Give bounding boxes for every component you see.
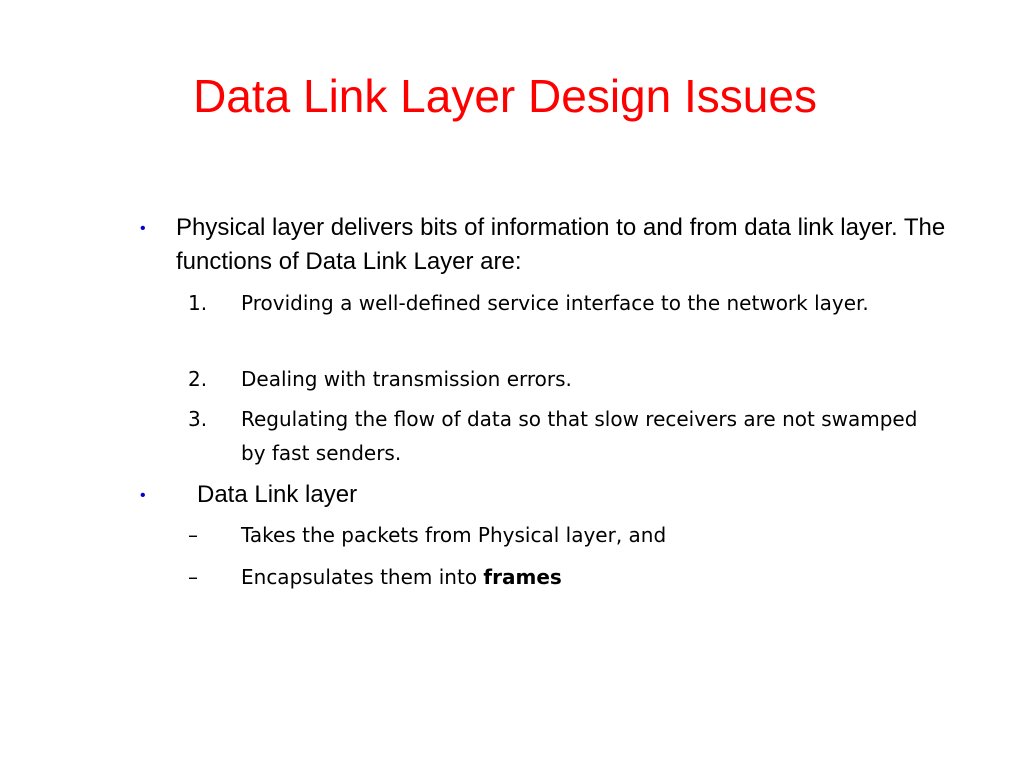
list-item-number: 3. xyxy=(188,407,208,431)
frames-keyword: frames xyxy=(483,565,562,589)
list-item-text: Regulating the flow of data so that slow receivers are not swamped by fast senders. xyxy=(241,407,918,465)
bullet-2-text: Data Link layer xyxy=(197,481,358,508)
list-item-text-plain: Encapsulates them into xyxy=(241,565,484,589)
list-item-text: Providing a well-defined service interface to the network layer. xyxy=(241,291,869,315)
bullet-1-text: Physical layer delivers bits of information to and from data link layer. The functions of Data Link Layer are: xyxy=(176,214,946,275)
bullet-dot-icon: • xyxy=(140,220,146,237)
dash-marker-icon: – xyxy=(188,523,198,547)
list-item-text: Dealing with transmission errors. xyxy=(241,367,572,391)
list-item-text: Takes the packets from Physical layer, and xyxy=(241,523,667,547)
list-item-number: 1. xyxy=(188,291,208,315)
dash-marker-icon: – xyxy=(188,565,198,589)
list-item-text xyxy=(241,560,921,594)
bullet-dot-icon: • xyxy=(140,487,146,504)
list-item-number: 2. xyxy=(188,367,208,391)
slide-title: Data Link Layer Design Issues xyxy=(193,70,817,122)
